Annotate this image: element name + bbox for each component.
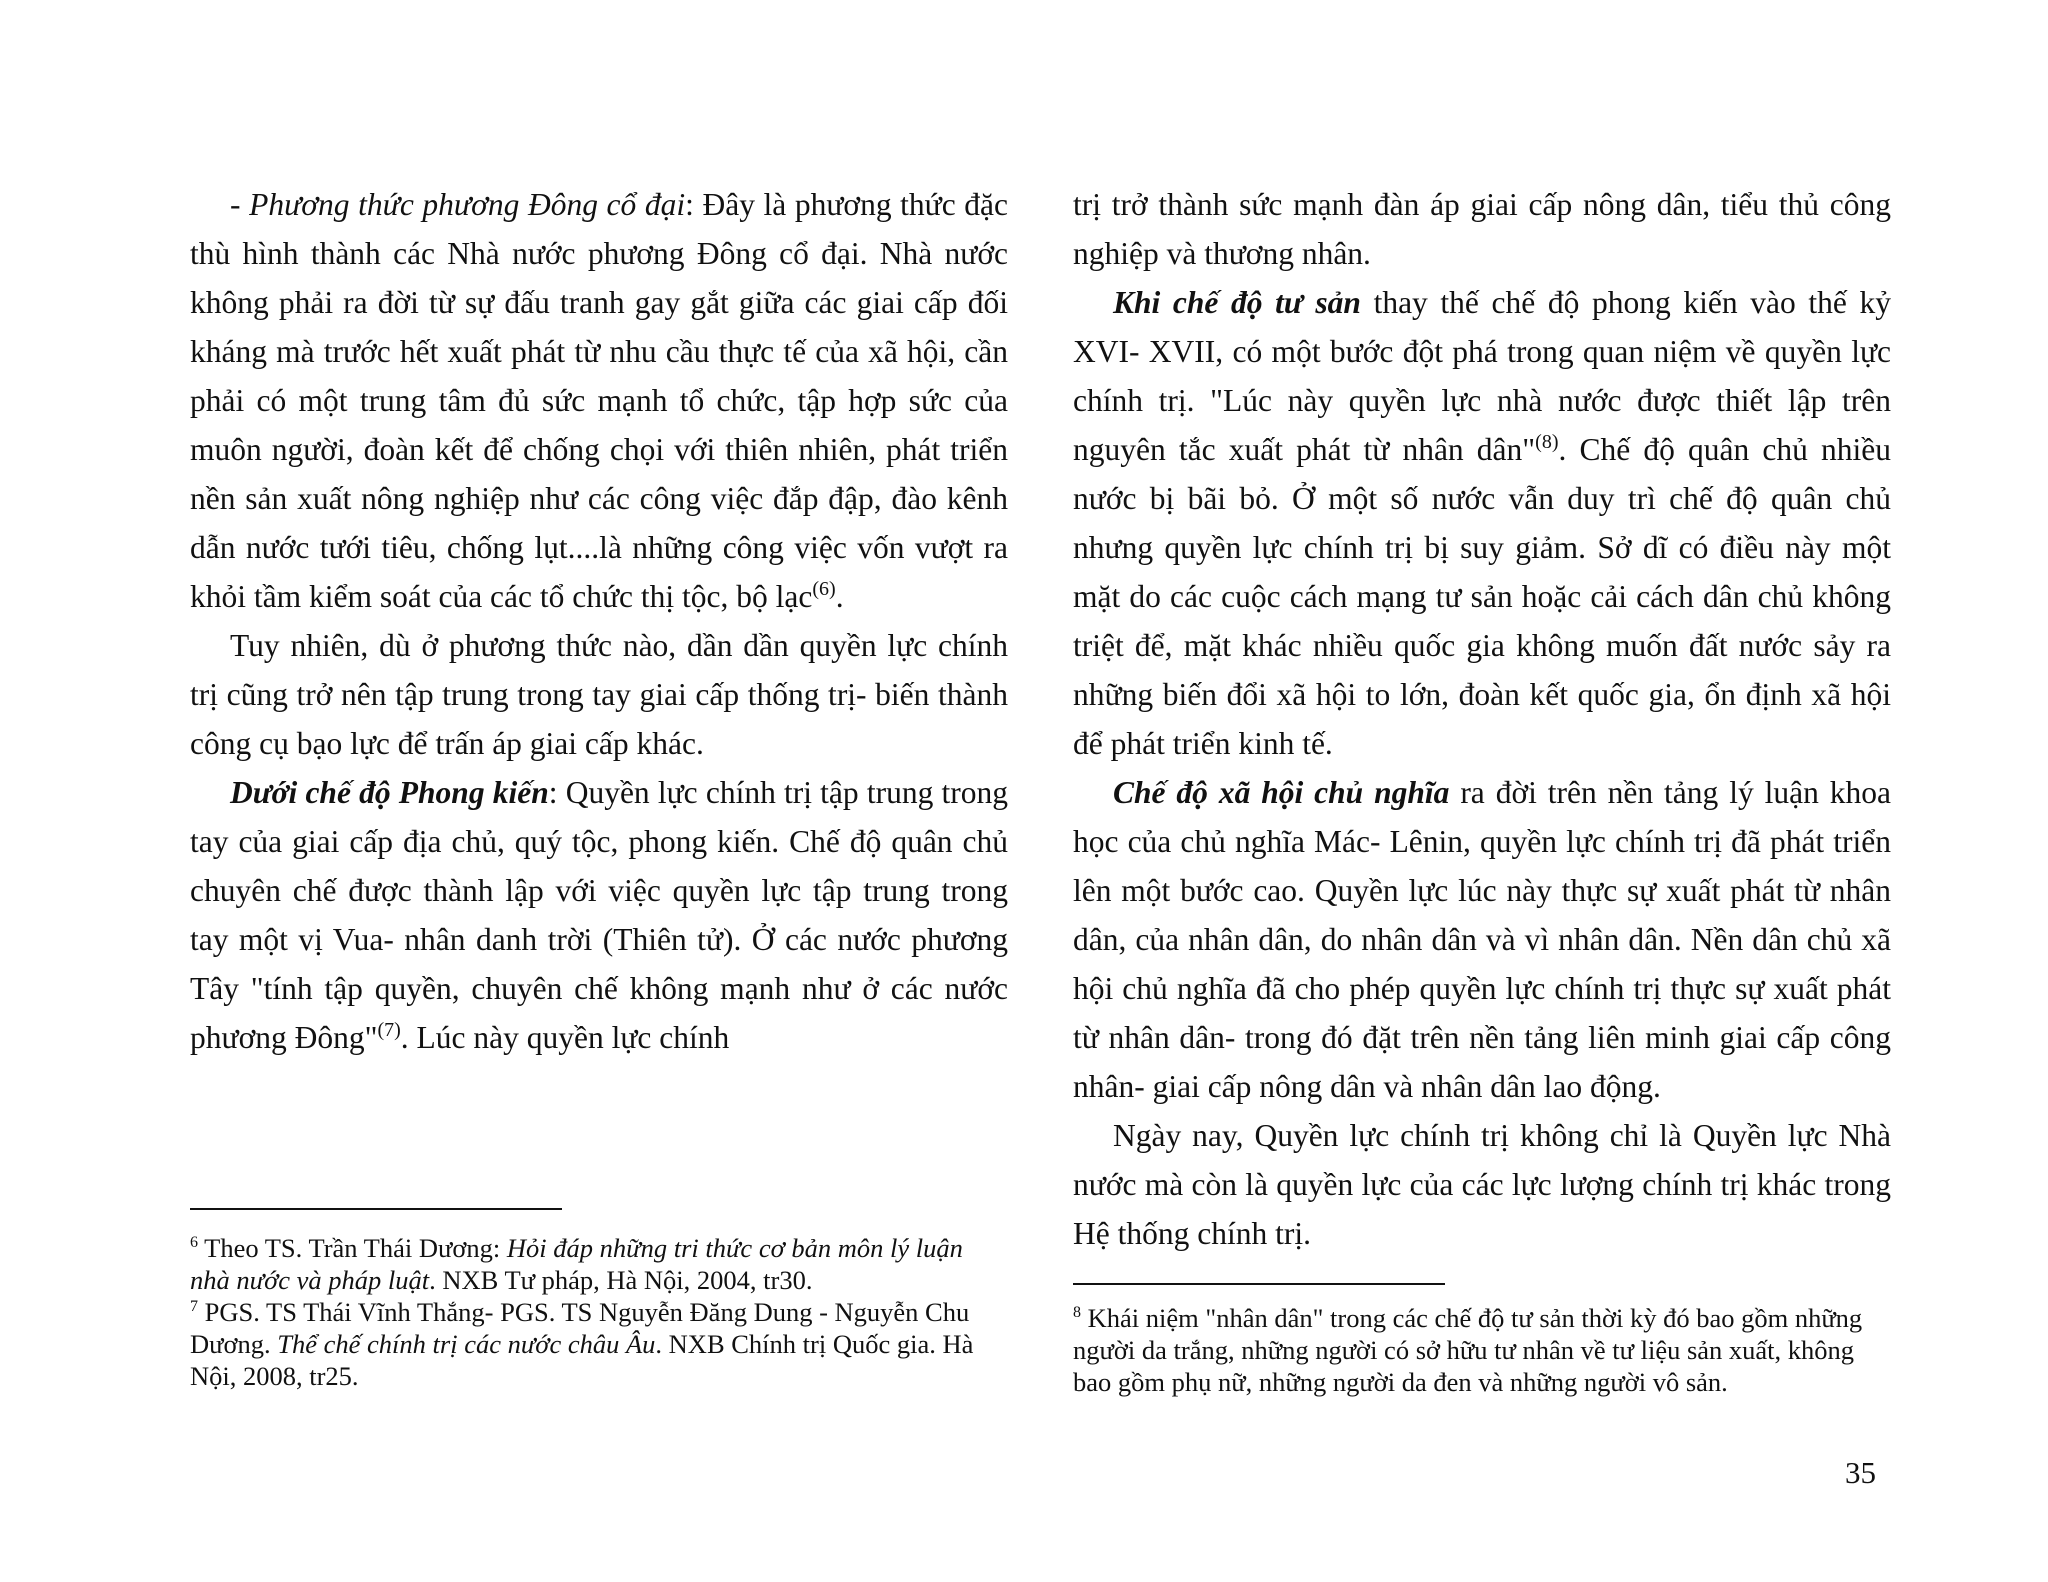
paragraph-lead: Khi chế độ tư sản [1113,285,1361,320]
right-column [1073,180,1891,1258]
footnote-number: 8 [1073,1304,1081,1321]
footnote-ref-7: (7) [377,1019,401,1041]
footnotes-right [1073,1302,1891,1398]
footnote-title: Hỏi đáp những tri thức cơ bản môn lý luận nhà nước và pháp luật [190,1233,963,1295]
footnote-number: 7 [190,1298,198,1315]
paragraph-tuy-nhien: Tuy nhiên, dù ở phương thức nào, dần dần quyền lực chính trị cũng trở nên tập trung trong tay giai cấp thống trị- biến thành công cụ bạo lực để trấn áp giai cấp khác. [190,628,1008,761]
footnote-title: Thể chế chính trị các nước châu Âu [277,1329,656,1359]
footnote-divider-left [190,1208,562,1210]
footnote-ref-8: (8) [1535,431,1559,453]
paragraph-xhcn [1073,768,1891,1111]
paragraph-continuation: trị trở thành sức mạnh đàn áp giai cấp nông dân, tiểu thủ công nghiệp và thương nhân. [1073,187,1891,271]
paragraph-lead: Phương thức phương Đông cổ đại [249,187,686,222]
paragraph-lead: Chế độ xã hội chủ nghĩa [1113,775,1450,810]
paragraph-tu-san: Khi chế độ tư sản thay thế chế độ phong kiến vào thế kỷ XVI- XVII, có một bước đột phá trong quan niệm về quyền lực chính trị. "Lúc này quyền lực nhà nước được thiết lập trên nguyên tắc xuất phát từ nhân dân"$^{(8)}$. Chế độ quân chủ nhiều nước bị bãi bỏ. Ở một số nước vẫn duy trì chế độ quân chủ nhưng quyền lực chính trị bị suy giảm. Sở dĩ có điều này một mặt do các cuộc cách mạng tư sản hoặc cải cách dân chủ không triệt để, mặt khác nhiều quốc gia không muốn đất nước sảy ra những biến đổi xã hội to lớn, đoàn kết quốc gia, ổn định xã hội để phát triển kinh tế. [1073,285,1891,761]
paragraph-text: : Đây là phương thức đặc thù hình thành các Nhà nước phương Đông cổ đại. Nhà nước không phải ra đời từ sự đấu tranh gay gắt giữa các giai cấp đối kháng mà trước hết xuất phát từ nhu cầu thực tế của xã hội, cần phải có một trung tâm đủ sức mạnh tổ chức, tập hợp sức của muôn người, đoàn kết để chống chọi với thiên nhiên, phát triển nền sản xuất nông nghiệp như các công việc đắp đập, đào kênh dẫn nước tưới tiêu, chống lụt....là những công việc vốn vượt ra khỏi tầm kiểm soát của các tổ chức thị tộc, bộ lạc [190,187,1008,614]
left-column [190,180,1008,1062]
footnotes-left [190,1232,1008,1392]
footnote-6: $^6$ Theo TS. Trần Thái Dương: Hỏi đáp những tri thức cơ bản môn lý luận nhà nước và pháp luật. NXB Tư pháp, Hà Nội, 2004, tr30. [190,1233,963,1295]
footnote-divider-right [1073,1283,1445,1285]
paragraph-text: thay thế chế độ phong kiến vào thế kỷ XVI- XVII, có một bước đột phá trong quan niệm về quyền lực chính trị. "Lúc này quyền lực nhà nước được thiết lập trên nguyên tắc xuất phát từ nhân dân" [1073,285,1891,467]
paragraph-text: ra đời trên nền tảng lý luận khoa học của chủ nghĩa Mác- Lênin, quyền lực chính trị đã phát triển lên một bước cao. Quyền lực lúc này thực sự xuất phát từ nhân dân, của nhân dân, do nhân dân và vì nhân dân. Nền dân chủ xã hội chủ nghĩa đã cho phép quyền lực chính trị thực sự xuất phát từ nhân dân- trong đó đặt trên nền tảng liên minh giai cấp công nhân- giai cấp nông dân và nhân dân lao động. [1073,775,1891,1104]
paragraph-phong-kien: Dưới chế độ Phong kiến: Quyền lực chính trị tập trung trong tay của giai cấp địa chủ, quý tộc, phong kiến. Chế độ quân chủ chuyên chế được thành lập với việc quyền lực tập trung trong tay một vị Vua- nhân danh trời (Thiên tử). Ở các nước phương Tây "tính tập quyền, chuyên chế không mạnh như ở các nước phương Đông"$^{(7)}$. Lúc này quyền lực chính [190,775,1008,1055]
footnote-7: $^7$ PGS. TS Thái Vĩnh Thắng- PGS. TS Nguyễn Đăng Dung - Nguyễn Chu Dương. Thể chế chính trị các nước châu Âu. NXB Chính trị Quốc gia. Hà Nội, 2008, tr25. [190,1297,974,1391]
paragraph-ngay-nay: Ngày nay, Quyền lực chính trị không chỉ là Quyền lực Nhà nước mà còn là quyền lực của các lực lượng chính trị khác trong Hệ thống chính trị. [1073,1118,1891,1251]
footnote-ref-6: (6) [812,578,836,600]
page-number: 35 [1845,1455,1876,1490]
footnote-number: 6 [190,1234,198,1251]
paragraph-lead: Dưới chế độ Phong kiến [230,775,549,810]
paragraph-text: : Quyền lực chính trị tập trung trong tay của giai cấp địa chủ, quý tộc, phong kiến. Chế độ quân chủ chuyên chế được thành lập với việc quyền lực tập trung trong tay một vị Vua- nhân danh trời (Thiên tử). Ở các nước phương Tây "tính tập quyền, chuyên chế không mạnh như ở các nước phương Đông" [190,775,1008,1055]
paragraph-phuong-dong: - Phương thức phương Đông cổ đại: Đây là phương thức đặc thù hình thành các Nhà nước phương Đông cổ đại. Nhà nước không phải ra đời từ sự đấu tranh gay gắt giữa các giai cấp đối kháng mà trước hết xuất phát từ nhu cầu thực tế của xã hội, cần phải có một trung tâm đủ sức mạnh tổ chức, tập hợp sức của muôn người, đoàn kết để chống chọi với thiên nhiên, phát triển nền sản xuất nông nghiệp như các công việc đắp đập, đào kênh dẫn nước tưới tiêu, chống lụt....là những công việc vốn vượt ra khỏi tầm kiểm soát của các tổ chức thị tộc, bộ lạc$^{(6)}$. [190,187,1008,614]
footnote-8: $^8$ Khái niệm "nhân dân" trong các chế độ tư sản thời kỳ đó bao gồm những người da trắng, những người có sở hữu tư nhân về tư liệu sản xuất, không bao gồm phụ nữ, những người da đen và những người vô sản. [1073,1303,1863,1397]
